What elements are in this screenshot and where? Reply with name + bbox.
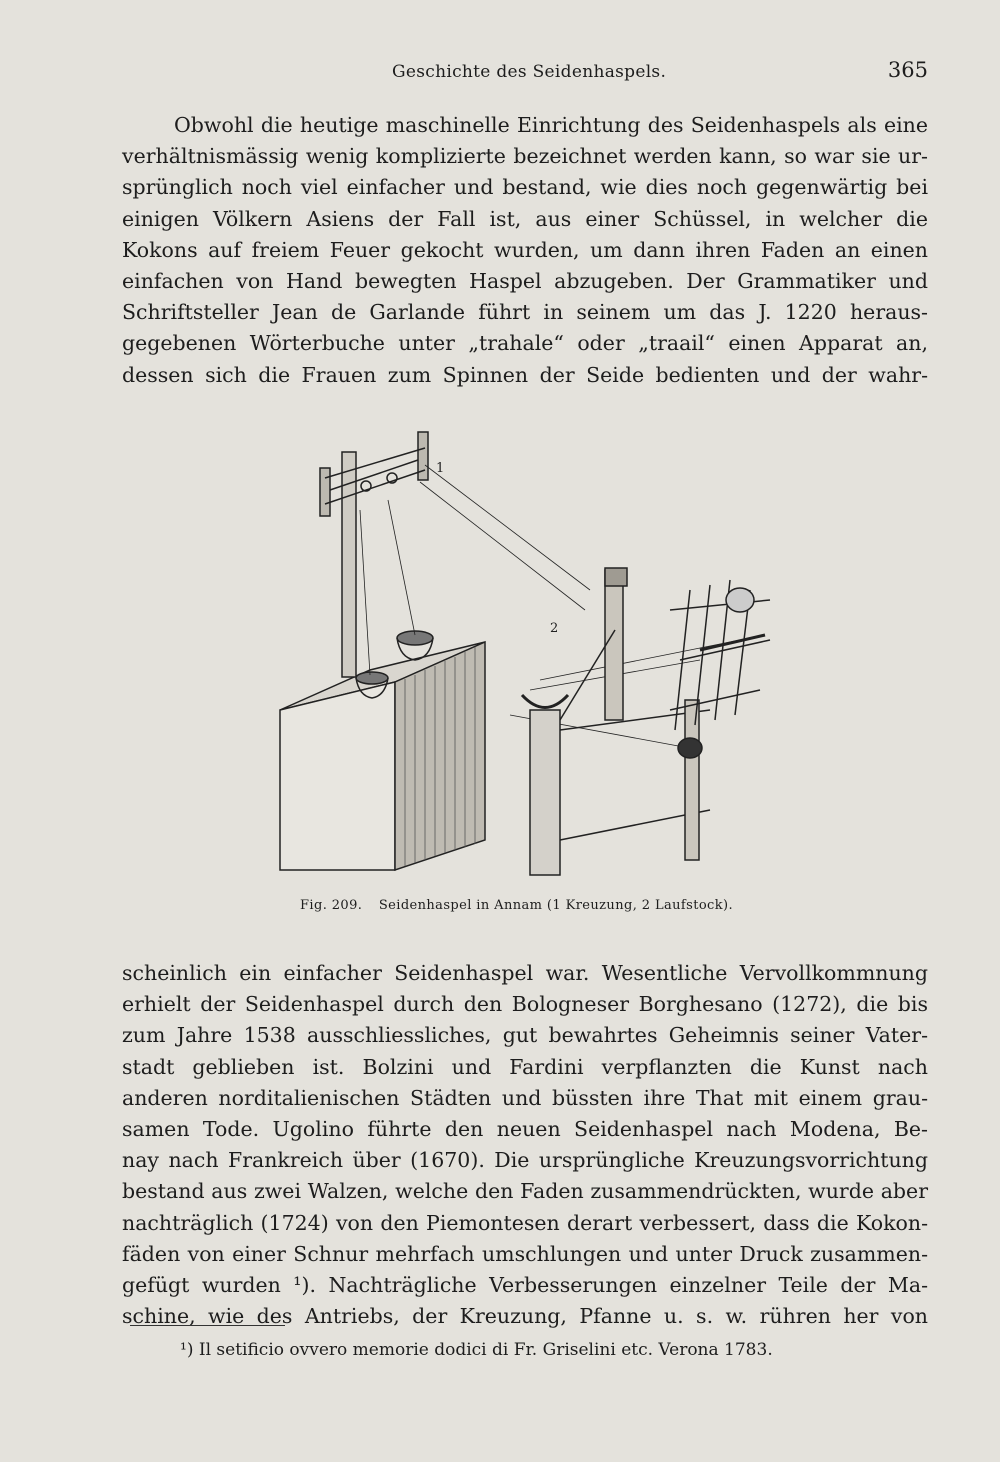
- callout-1: 1: [436, 461, 445, 476]
- text-line: Obwohl die heutige maschinelle Einrichtung des Seidenhaspels als eine: [174, 113, 928, 137]
- furnace-side: [395, 642, 485, 870]
- body-text-top: [122, 110, 928, 391]
- page-header: [120, 58, 928, 94]
- text-line: sprünglich noch viel einfacher und bestand, wie dies noch gegenwärtig bei: [122, 175, 928, 200]
- furnace-front: [280, 682, 395, 870]
- text-line: samen Tode. Ugolino führte den neuen Seidenhaspel nach Modena, Be-: [122, 1116, 928, 1141]
- text-line: gefügt wurden ¹). Nachträgliche Verbesserungen einzelner Teile der Ma-: [122, 1272, 928, 1297]
- text-line: einigen Völkern Asiens der Fall ist, aus einer Schüssel, in welcher die: [122, 206, 928, 231]
- text-line: nay nach Frankreich über (1670). Die ursprüngliche Kreuzungsvorrichtung: [122, 1148, 928, 1173]
- reel-front-post: [530, 710, 560, 875]
- text-line: schine, wie des Antriebs, der Kreuzung, Pfanne u. s. w. rühren her von: [122, 1304, 928, 1329]
- figure-silk-reel: [270, 420, 780, 890]
- callout-2: 2: [550, 621, 559, 636]
- text-line: zum Jahre 1538 ausschliessliches, gut bewahrtes Geheimnis seiner Vater-: [122, 1023, 928, 1048]
- text-line: gegebenen Wörterbuche unter „trahale“ oder „traail“ einen Apparat an,: [122, 331, 928, 356]
- text-line: scheinlich ein einfacher Seidenhaspel war. Wesentliche Vervollkommnung: [122, 961, 928, 985]
- running-title: Geschichte des Seidenhaspels.: [392, 62, 667, 82]
- body-text-bottom: [122, 958, 928, 1332]
- footnote-rule: [130, 1325, 285, 1326]
- text-line: Kokons auf freiem Feuer gekocht wurden, um dann ihren Faden an einen: [122, 237, 928, 262]
- text-line: verhältnismässig wenig komplizierte bezeichnet werden kann, so war sie ur-: [122, 144, 928, 169]
- text-line: anderen norditalienischen Städten und büssten ihre That mit einem grau-: [122, 1085, 928, 1110]
- figure-caption: [300, 898, 733, 913]
- text-line: dessen sich die Frauen zum Spinnen der Seide bedienten und der wahr-: [122, 362, 928, 387]
- basin: [356, 672, 388, 684]
- text-line: erhielt der Seidenhaspel durch den Bologneser Borghesano (1272), die bis: [122, 992, 928, 1017]
- page-number: 365: [887, 58, 928, 82]
- text-line: stadt geblieben ist. Bolzini und Fardini verpflanzten die Kunst nach: [122, 1054, 928, 1079]
- silk-reel-illustration: [270, 420, 780, 890]
- text-line: Schriftsteller Jean de Garlande führt in seinem um das J. 1220 heraus-: [122, 300, 928, 325]
- figure-label: Fig. 209.: [300, 898, 363, 913]
- text-line: fäden von einer Schnur mehrfach umschlungen und unter Druck zusammen-: [122, 1241, 928, 1266]
- crank-pan: [522, 695, 568, 708]
- text-line: einfachen von Hand bewegten Haspel abzugeben. Der Grammatiker und: [122, 268, 928, 293]
- text-line: nachträglich (1724) von den Piemontesen derart verbessert, dass die Kokon-: [122, 1210, 928, 1235]
- footnote: ¹) Il setificio ovvero memorie dodici di Fr. Griselini etc. Verona 1783.: [180, 1340, 773, 1360]
- text-line: bestand aus zwei Walzen, welche den Faden zusammendrückten, wurde aber: [122, 1179, 928, 1204]
- figure-caption-text: Seidenhaspel in Annam (1 Kreuzung, 2 Laufstock).: [378, 898, 734, 913]
